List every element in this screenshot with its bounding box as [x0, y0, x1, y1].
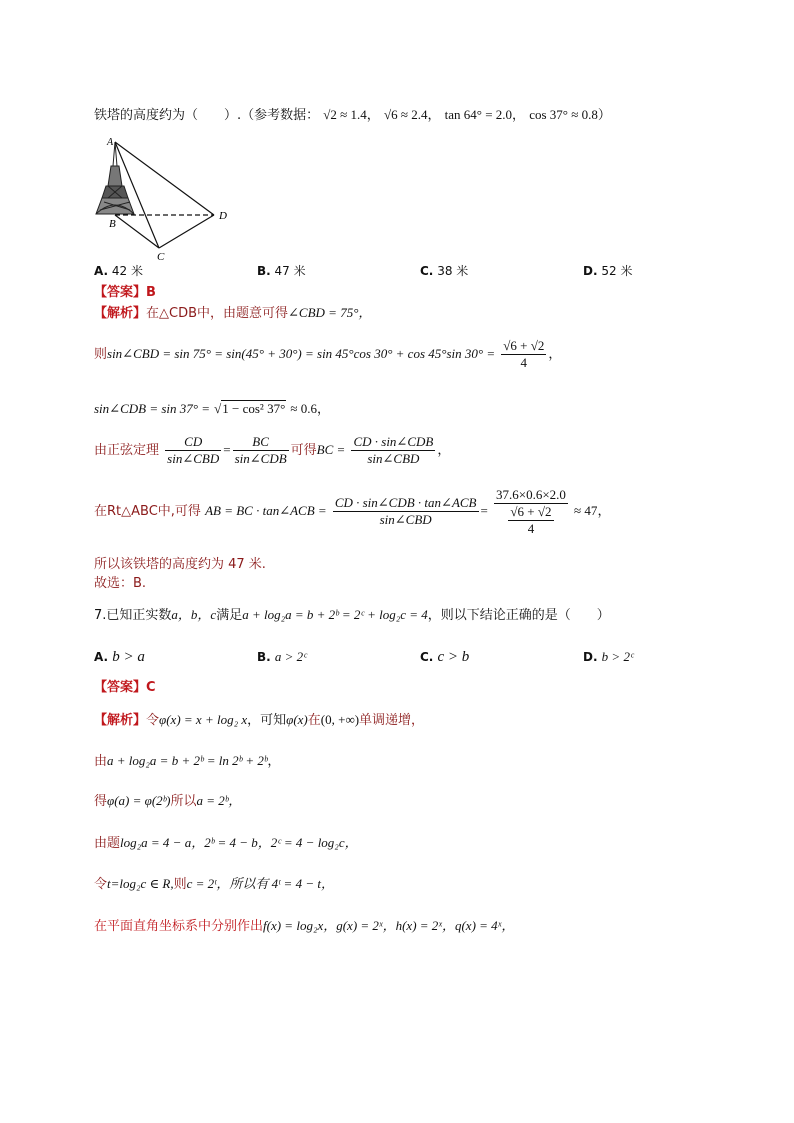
q6-analysis-line4: [94, 430, 450, 471]
q7-stem-vars: a，b，c: [171, 607, 217, 622]
q7-option-d: [583, 648, 633, 667]
q7-answer: [94, 679, 156, 697]
q6-line2-fraction: [501, 338, 546, 371]
q7-stem-post: ，则以下结论正确的是（ ）: [427, 608, 610, 623]
q7-option-a-text: b > a: [112, 649, 145, 665]
q7-stem-math: a + log₂a = b + 2ᵇ = 2ᶜ + log₂c = 4: [242, 607, 428, 622]
q7-analysis-line6: [94, 917, 514, 936]
q7-option-b-letter: B.: [257, 650, 271, 664]
q6-line2-num: √6 + √2: [503, 338, 545, 353]
q6-line4-bc: BC =: [316, 442, 346, 457]
q7-option-b: [257, 648, 307, 667]
q6-answer: [94, 284, 156, 302]
q7-analysis-line4: [94, 834, 358, 853]
q7-analysis-line3: [94, 792, 241, 811]
q6-line4-end: ，: [437, 443, 451, 458]
q6-analysis-line1: [94, 304, 371, 323]
q7-l4-pre: 由题: [94, 836, 121, 851]
q6-line4-frac2: [233, 434, 289, 467]
q7-l3-pre: 得: [94, 794, 108, 809]
q6-option-a-letter: A.: [94, 264, 109, 278]
q6-line4-eq: =: [223, 442, 231, 457]
q6-line5-math: AB = BC · tan∠ACB =: [205, 503, 327, 518]
q7-stem-mid: 满足: [216, 608, 243, 623]
q7-l1-mid: ，可知: [247, 713, 287, 728]
q6-line4-pre: 由正弦定理: [94, 443, 160, 458]
q6-line5-f1-num: CD · sin∠CDB · tan∠ACB: [334, 495, 477, 510]
q7-l1-in: 在: [307, 713, 321, 728]
q7-option-d-text: b > 2ᶜ: [601, 649, 634, 664]
q6-line4-f3-den: sin∠CBD: [367, 451, 420, 466]
q7-l6-pre: 在平面直角坐标系中分别作出: [94, 919, 264, 934]
q6-option-b-letter: B.: [257, 264, 271, 278]
q6-analysis-tag: 【解析】: [94, 306, 147, 321]
q7-stem-pre: 7.已知正实数: [94, 608, 172, 623]
q7-analysis-line1: [94, 711, 424, 730]
label-c: C: [157, 251, 165, 261]
q6-line4-frac1: [165, 434, 221, 467]
q7-option-a: [94, 648, 145, 667]
q7-l1-pre: 令: [146, 713, 160, 728]
q7-l5-pre: 令: [94, 877, 108, 892]
q6-option-d-text: 52 米: [601, 264, 633, 278]
q6-line5-eq: =: [480, 503, 488, 518]
q6-option-d: [583, 262, 632, 280]
eiffel-tower-icon: [96, 142, 134, 214]
q6-answer-tag: 【答案】: [94, 285, 147, 300]
q7-answer-tag: 【答案】: [94, 680, 147, 695]
q7-l1-interval: (0, +∞): [320, 712, 360, 727]
q6-line4-mid: 可得: [290, 443, 317, 458]
q6-stem: [94, 106, 611, 125]
q7-l2-end: ，: [267, 754, 281, 769]
q7-analysis-tag: 【解析】: [94, 713, 147, 728]
q6-line4-f3-num: CD · sin∠CDB: [353, 434, 434, 449]
q6-line4-f2-num: BC: [233, 434, 289, 451]
q6-line5-comma: ，: [597, 504, 611, 519]
q6-line3-end: ≈ 0.6，: [290, 401, 331, 416]
label-b: B: [109, 218, 116, 230]
q6-line2-math: sin∠CBD = sin 75° = sin(45° + 30°) = sin 45°cos 30° + cos 45°sin 30° =: [107, 346, 496, 361]
q6-line4-f1-den: sin∠CBD: [167, 451, 220, 466]
label-d: D: [219, 210, 227, 222]
q6-line1-pre: 在△CDB中，由题意可得: [146, 306, 289, 321]
q6-option-d-letter: D.: [583, 264, 598, 278]
q7-l3-mid: 所以: [170, 794, 197, 809]
q7-analysis-line2: [94, 752, 280, 771]
q6-line2-end: ，: [548, 347, 562, 362]
q6-line3-math: sin∠CDB = sin 37° =: [94, 401, 210, 416]
q7-option-c-text: c > b: [437, 649, 470, 665]
q7-option-d-letter: D.: [583, 650, 598, 664]
q6-ref-sqrt6: √6 ≈ 2.4，: [383, 107, 441, 122]
q6-line2-pre: 则: [94, 347, 108, 362]
q6-line5-f2-num: 37.6×0.6×2.0: [495, 486, 566, 502]
q6-line5-frac2: [494, 487, 568, 537]
q6-line2-den: 4: [520, 355, 528, 370]
q7-answer-value: C: [146, 680, 156, 695]
q6-analysis-line2: [94, 334, 561, 375]
q7-option-a-letter: A.: [94, 650, 109, 664]
q6-line5-f2-den-num: √6 + √2: [510, 503, 552, 519]
q6-choice: 故选：B.: [94, 576, 147, 591]
q6-answer-value: B: [146, 285, 156, 300]
q6-line4-f2-den: sin∠CDB: [234, 451, 287, 466]
q7-l5-math: t=log₂c ∈ R,: [107, 876, 174, 891]
q7-analysis-line5: [94, 875, 334, 894]
q7-l2-math: a + log₂a = b + 2ᵇ = ln 2ᵇ + 2ᵇ: [107, 753, 268, 768]
q7-l3-math: φ(a) = φ(2ᵇ): [107, 793, 171, 808]
q6-option-c: [420, 262, 468, 280]
q6-stem-text: 铁塔的高度约为（ ）.（参考数据：: [94, 108, 320, 123]
q6-ref-sqrt2: √2 ≈ 1.4，: [323, 107, 380, 122]
q6-ref-cos: cos 37° ≈ 0.8）: [529, 107, 611, 122]
q6-analysis-line3: sin∠CDB = sin 37° = √1 − cos² 37° ≈ 0.6，: [94, 401, 331, 416]
q7-l5-res: c = 2ᵗ，所以有 4ᵗ = 4 − t，: [186, 876, 334, 891]
q6-line5-f2-den: [494, 504, 568, 537]
edge-cd: [159, 215, 214, 248]
q7-option-c: [420, 648, 469, 667]
q7-l1-end: 单调递增，: [359, 713, 425, 728]
q7-option-c-letter: C.: [420, 650, 434, 664]
q6-option-c-text: 38 米: [437, 264, 469, 278]
q7-l2-pre: 由: [94, 754, 108, 769]
q7-l5-mid: 则: [173, 877, 187, 892]
q6-line5-frac1: [333, 495, 479, 528]
q6-line5-f1-den: sin∠CBD: [379, 512, 432, 527]
q7-l1-phi: φ(x): [286, 712, 308, 727]
tower-figure: [92, 136, 242, 261]
q6-option-b: [257, 262, 306, 280]
q6-option-a-text: 42 米: [111, 264, 143, 278]
q6-option-a: [94, 262, 143, 280]
q6-line4-frac3: [351, 434, 435, 467]
q7-l3-res: a = 2ᵇ，: [196, 793, 242, 808]
q6-line4-f1-num: CD: [165, 434, 221, 451]
q6-line5-f2-den-den: 4: [527, 520, 535, 536]
q7-option-b-text: a > 2ᶜ: [274, 649, 307, 664]
q6-option-b-text: 47 米: [274, 264, 306, 278]
q6-analysis-line5: [94, 482, 610, 541]
q6-conclusion: 所以该铁塔的高度约为 47 米.: [94, 557, 266, 572]
q6-line1-math: ∠CBD = 75°，: [288, 305, 372, 320]
label-a: A: [107, 137, 114, 148]
q6-option-c-letter: C.: [420, 264, 434, 278]
q7-stem: [94, 606, 610, 625]
q7-l4-math: log₂a = 4 − a，2ᵇ = 4 − b，2ᶜ = 4 − log₂c，: [120, 835, 358, 850]
q7-l6-math: f(x) = log₂x，g(x) = 2ˣ，h(x) = 2ˣ，q(x) = 4ˣ，: [263, 918, 515, 933]
q6-line5-pre: 在Rt△ABC中,可得: [94, 504, 201, 519]
q6-line3-root: 1 − cos² 37°: [222, 401, 286, 416]
q6-ref-tan: tan 64° = 2.0，: [444, 107, 526, 122]
q7-l1-math: φ(x) = x + log₂ x: [159, 712, 248, 727]
q6-line5-end: ≈ 47: [574, 503, 598, 518]
